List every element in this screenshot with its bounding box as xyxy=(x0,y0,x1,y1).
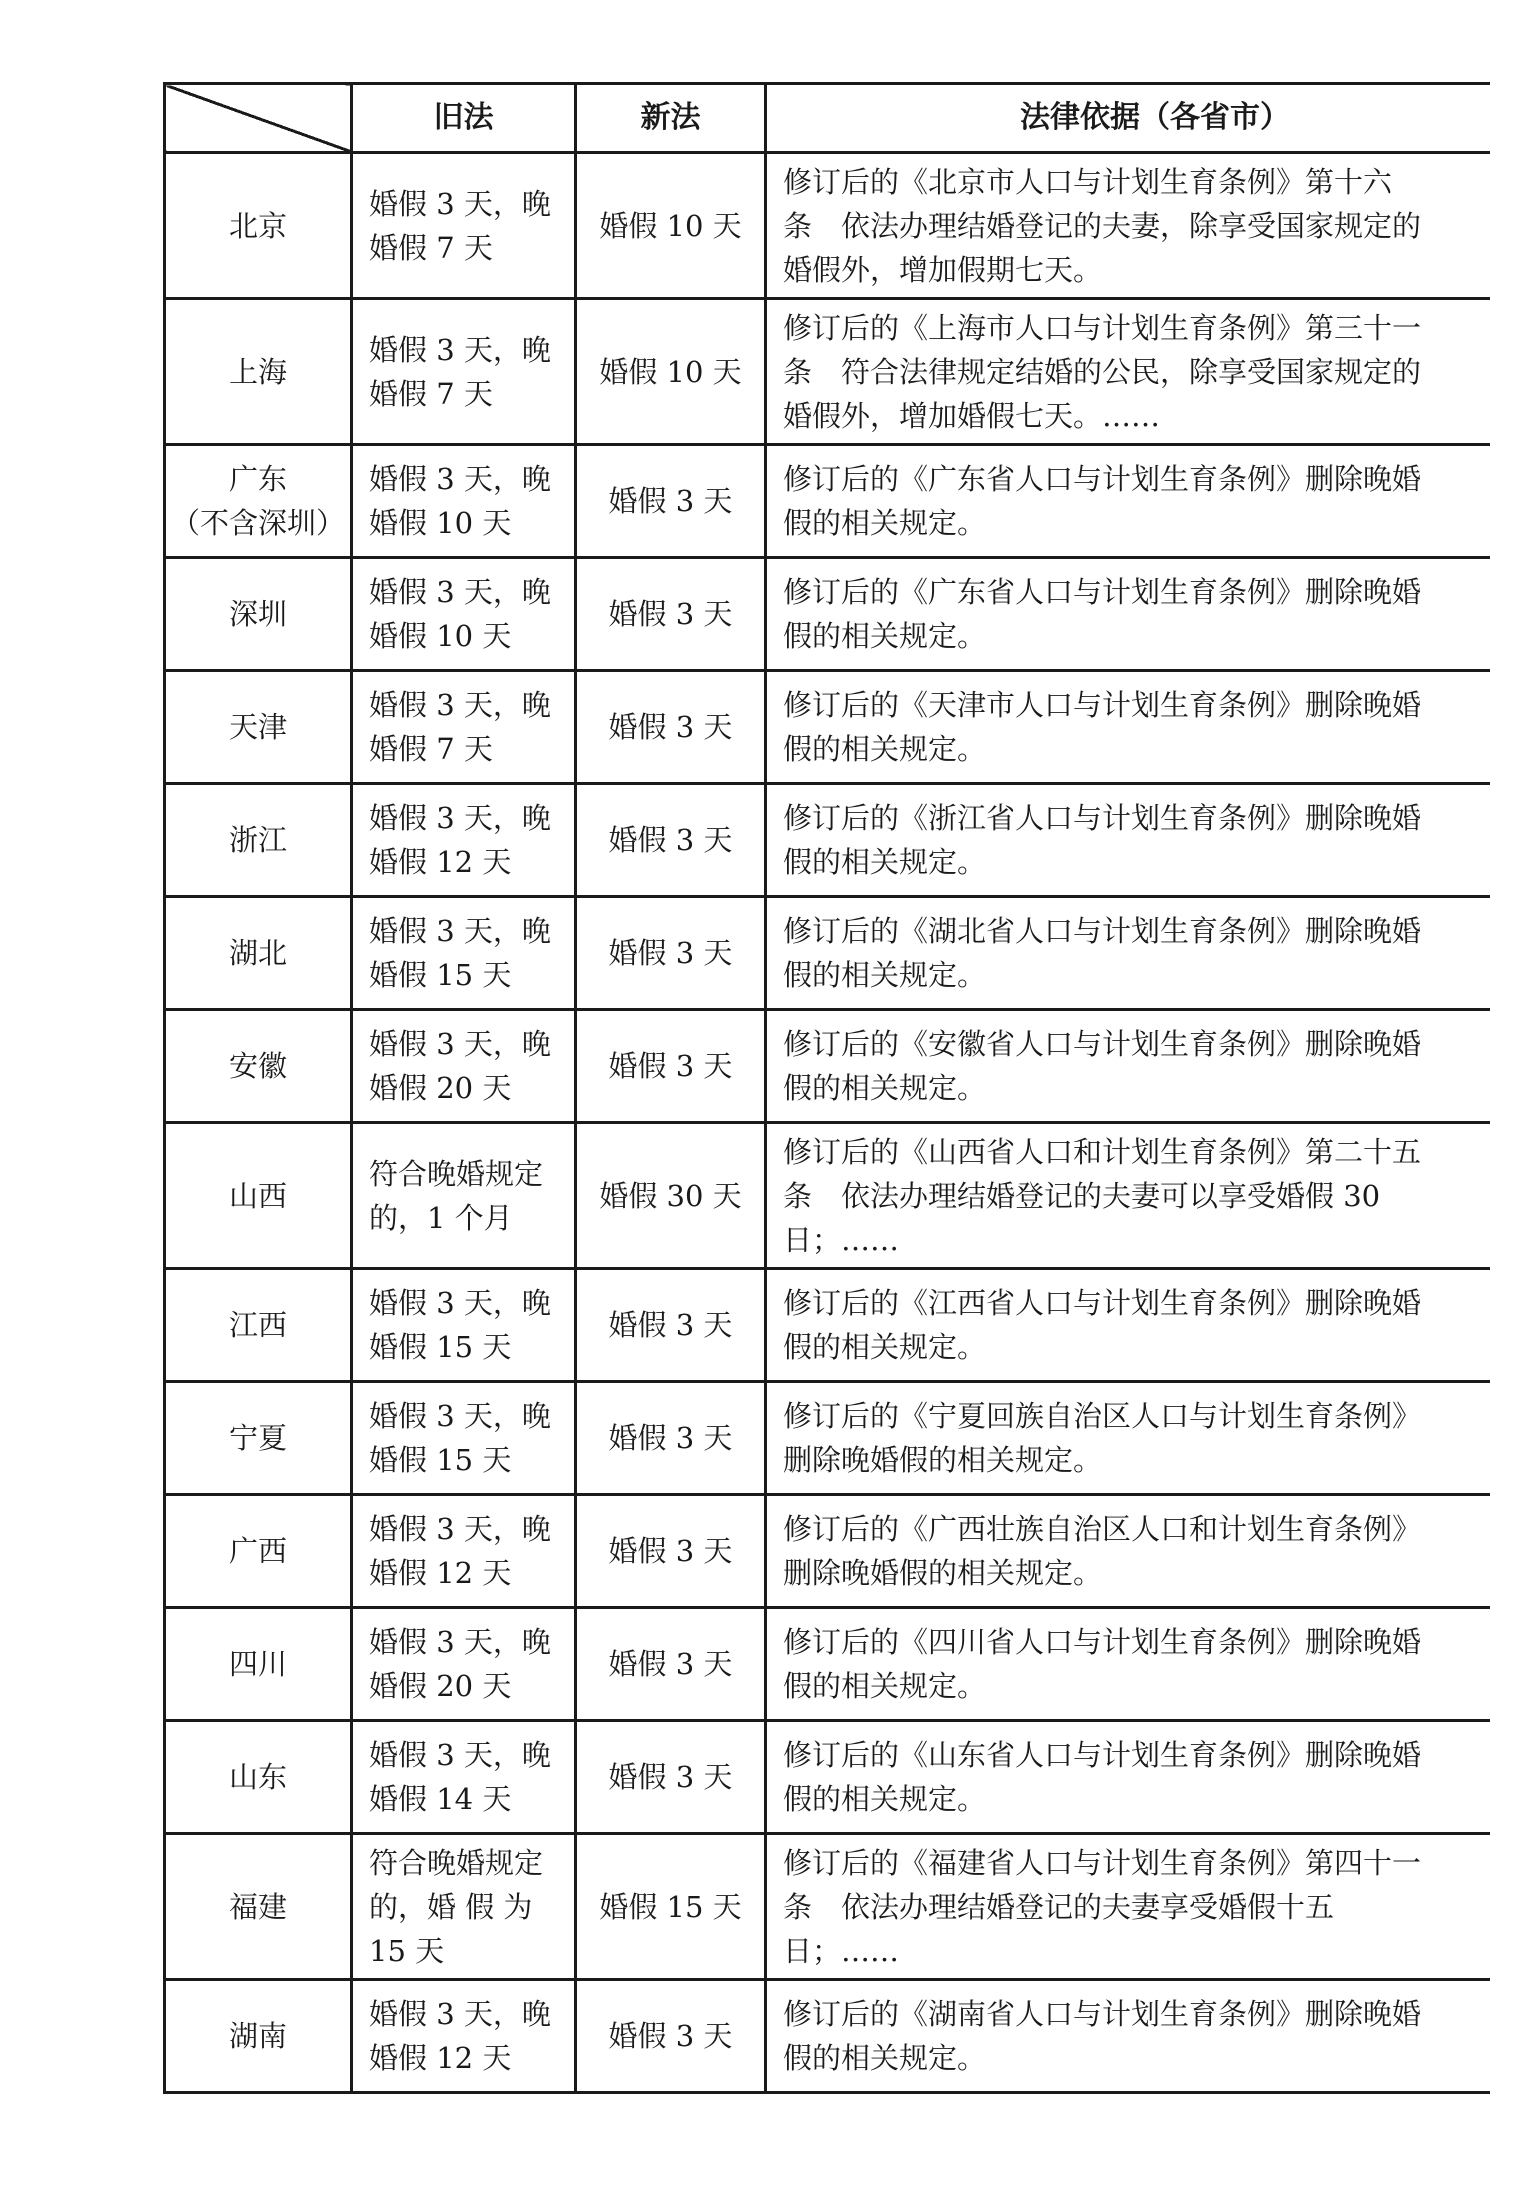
region-cell-line: 深圳 xyxy=(228,597,287,631)
legal-basis-cell-line: 假的相关规定。 xyxy=(783,506,987,540)
legal-basis-cell xyxy=(766,153,1491,299)
legal-basis-cell-line: 修订后的《湖北省人口与计划生育条例》删除晚婚 xyxy=(783,914,1422,948)
region-cell-line: 浙江 xyxy=(228,823,287,857)
legal-basis-cell-line: 假的相关规定。 xyxy=(783,845,987,879)
region-cell-line: 湖北 xyxy=(228,936,287,970)
old-law-cell-line: 婚假 12 天 xyxy=(369,2041,512,2075)
legal-basis-cell xyxy=(766,558,1491,671)
region-cell-line: 广东 xyxy=(228,462,287,496)
region-cell-line: 福建 xyxy=(228,1889,287,1924)
legal-basis-cell-line: 修订后的《安徽省人口与计划生育条例》删除晚婚 xyxy=(783,1027,1422,1061)
new-law-cell: 婚假 3 天 xyxy=(576,1010,766,1123)
region-cell-line: 四川 xyxy=(228,1647,287,1681)
new-law-cell: 婚假 3 天 xyxy=(576,558,766,671)
legal-basis-cell-line: 婚假外，增加假期七天。 xyxy=(783,252,1103,287)
new-law-cell: 婚假 15 天 xyxy=(576,1834,766,1980)
region-cell-line: 安徽 xyxy=(228,1049,287,1083)
table-row xyxy=(165,671,1491,784)
legal-basis-cell xyxy=(766,1123,1491,1269)
old-law-cell-line: 婚假 3 天，晚 xyxy=(369,1512,551,1546)
old-law-cell xyxy=(352,445,576,558)
region-cell xyxy=(165,1721,352,1834)
legal-basis-cell-line: 修订后的《天津市人口与计划生育条例》删除晚婚 xyxy=(783,688,1422,722)
table-body xyxy=(165,153,1491,2093)
region-cell xyxy=(165,445,352,558)
region-cell xyxy=(165,1834,352,1980)
legal-basis-cell-line: 修订后的《浙江省人口与计划生育条例》删除晚婚 xyxy=(783,801,1422,835)
region-cell xyxy=(165,784,352,897)
region-cell xyxy=(165,1608,352,1721)
region-cell xyxy=(165,671,352,784)
region-cell xyxy=(165,1010,352,1123)
table-row xyxy=(165,153,1491,299)
old-law-cell xyxy=(352,1269,576,1382)
legal-basis-cell xyxy=(766,784,1491,897)
old-law-cell-line: 婚假 15 天 xyxy=(369,1330,512,1364)
old-law-cell xyxy=(352,671,576,784)
legal-basis-cell-line: 假的相关规定。 xyxy=(783,1782,987,1816)
legal-basis-cell-line: 假的相关规定。 xyxy=(783,732,987,766)
old-law-cell-line: 婚假 7 天 xyxy=(369,732,493,766)
legal-basis-cell-line: 修订后的《江西省人口与计划生育条例》删除晚婚 xyxy=(783,1286,1422,1320)
region-cell-line: （不含深圳） xyxy=(170,506,345,540)
old-law-cell xyxy=(352,1980,576,2093)
old-law-cell-line: 15 天 xyxy=(369,1933,445,1968)
legal-basis-cell-line: 修订后的《广西壮族自治区人口和计划生育条例》 xyxy=(783,1512,1422,1546)
old-law-cell-line: 婚假 10 天 xyxy=(369,619,512,653)
header-legal-basis: 法律依据（各省市） xyxy=(766,84,1491,153)
region-cell-line: 山西 xyxy=(228,1178,287,1213)
legal-basis-cell xyxy=(766,1495,1491,1608)
region-cell-line: 天津 xyxy=(228,710,287,744)
new-law-cell: 婚假 30 天 xyxy=(576,1123,766,1269)
marriage-leave-table xyxy=(163,82,1490,2094)
old-law-cell-line: 婚假 3 天，晚 xyxy=(369,801,551,835)
legal-basis-cell-line: 修订后的《山西省人口和计划生育条例》第二十五 xyxy=(783,1134,1422,1169)
old-law-cell xyxy=(352,784,576,897)
old-law-cell-line: 婚假 20 天 xyxy=(369,1669,512,1703)
legal-basis-cell xyxy=(766,299,1491,445)
old-law-cell-line: 符合晚婚规定 xyxy=(369,1156,544,1191)
legal-basis-cell-line: 修订后的《湖南省人口与计划生育条例》删除晚婚 xyxy=(783,1997,1422,2031)
legal-basis-cell xyxy=(766,897,1491,1010)
region-cell-line: 北京 xyxy=(228,208,287,243)
table-row xyxy=(165,897,1491,1010)
table-header-row xyxy=(165,84,1491,153)
old-law-cell-line: 婚假 7 天 xyxy=(369,376,493,411)
legal-basis-cell xyxy=(766,1269,1491,1382)
region-cell-line: 江西 xyxy=(228,1308,287,1342)
region-cell xyxy=(165,1382,352,1495)
legal-basis-cell xyxy=(766,1010,1491,1123)
region-cell xyxy=(165,897,352,1010)
old-law-cell-line: 婚假 3 天，晚 xyxy=(369,186,551,221)
legal-basis-cell-line: 假的相关规定。 xyxy=(783,958,987,992)
region-cell xyxy=(165,558,352,671)
new-law-cell: 婚假 3 天 xyxy=(576,1495,766,1608)
legal-basis-cell-line: 假的相关规定。 xyxy=(783,1071,987,1105)
legal-basis-cell-line: 假的相关规定。 xyxy=(783,1330,987,1364)
table-row xyxy=(165,445,1491,558)
legal-basis-cell-line: 日；…… xyxy=(783,1933,900,1968)
new-law-cell: 婚假 3 天 xyxy=(576,1608,766,1721)
table-row xyxy=(165,1010,1491,1123)
old-law-cell xyxy=(352,1608,576,1721)
old-law-cell xyxy=(352,1834,576,1980)
old-law-cell-line: 婚假 12 天 xyxy=(369,1556,512,1590)
new-law-cell: 婚假 3 天 xyxy=(576,1721,766,1834)
legal-basis-cell-line: 婚假外，增加婚假七天。…… xyxy=(783,398,1161,433)
legal-basis-cell-line: 修订后的《北京市人口与计划生育条例》第十六 xyxy=(783,164,1393,199)
legal-basis-cell-line: 假的相关规定。 xyxy=(783,2041,987,2075)
table-row xyxy=(165,784,1491,897)
table-row xyxy=(165,1123,1491,1269)
new-law-cell: 婚假 10 天 xyxy=(576,299,766,445)
legal-basis-cell-line: 删除晚婚假的相关规定。 xyxy=(783,1556,1103,1590)
legal-basis-cell xyxy=(766,1980,1491,2093)
legal-basis-cell-line: 假的相关规定。 xyxy=(783,1669,987,1703)
old-law-cell-line: 的，婚 假 为 xyxy=(369,1889,533,1924)
old-law-cell xyxy=(352,1495,576,1608)
legal-basis-cell-line: 修订后的《上海市人口与计划生育条例》第三十一 xyxy=(783,310,1422,345)
old-law-cell-line: 婚假 7 天 xyxy=(369,230,493,265)
old-law-cell-line: 婚假 10 天 xyxy=(369,506,512,540)
old-law-cell-line: 婚假 15 天 xyxy=(369,1443,512,1477)
old-law-cell-line: 婚假 20 天 xyxy=(369,1071,512,1105)
legal-basis-cell-line: 假的相关规定。 xyxy=(783,619,987,653)
legal-basis-cell xyxy=(766,1721,1491,1834)
region-cell xyxy=(165,153,352,299)
old-law-cell-line: 婚假 3 天，晚 xyxy=(369,1738,551,1772)
header-new-law: 新法 xyxy=(576,84,766,153)
old-law-cell-line: 婚假 3 天，晚 xyxy=(369,1399,551,1433)
old-law-cell-line: 婚假 3 天，晚 xyxy=(369,688,551,722)
old-law-cell-line: 婚假 14 天 xyxy=(369,1782,512,1816)
old-law-cell-line: 符合晚婚规定 xyxy=(369,1845,544,1880)
legal-basis-cell-line: 条 依法办理结婚登记的夫妻可以享受婚假 30 xyxy=(783,1178,1381,1213)
legal-basis-cell-line: 修订后的《广东省人口与计划生育条例》删除晚婚 xyxy=(783,575,1422,609)
legal-basis-cell xyxy=(766,1382,1491,1495)
legal-basis-cell-line: 修订后的《宁夏回族自治区人口与计划生育条例》 xyxy=(783,1399,1422,1433)
new-law-cell: 婚假 10 天 xyxy=(576,153,766,299)
region-cell xyxy=(165,1269,352,1382)
table-row xyxy=(165,1980,1491,2093)
table-row xyxy=(165,1382,1491,1495)
diagonal-corner-cell xyxy=(165,84,352,153)
region-cell xyxy=(165,1495,352,1608)
table-row xyxy=(165,558,1491,671)
legal-basis-cell-line: 修订后的《广东省人口与计划生育条例》删除晚婚 xyxy=(783,462,1422,496)
old-law-cell-line: 婚假 12 天 xyxy=(369,845,512,879)
legal-basis-cell xyxy=(766,1834,1491,1980)
old-law-cell-line: 婚假 3 天，晚 xyxy=(369,575,551,609)
new-law-cell: 婚假 3 天 xyxy=(576,671,766,784)
region-cell-line: 上海 xyxy=(228,354,287,389)
old-law-cell-line: 婚假 3 天，晚 xyxy=(369,1625,551,1659)
old-law-cell-line: 婚假 3 天，晚 xyxy=(369,462,551,496)
legal-basis-cell-line: 删除晚婚假的相关规定。 xyxy=(783,1443,1103,1477)
region-cell-line: 山东 xyxy=(228,1760,287,1794)
old-law-cell xyxy=(352,299,576,445)
new-law-cell: 婚假 3 天 xyxy=(576,1980,766,2093)
legal-basis-cell xyxy=(766,671,1491,784)
region-cell xyxy=(165,1980,352,2093)
old-law-cell-line: 婚假 3 天，晚 xyxy=(369,914,551,948)
old-law-cell xyxy=(352,1721,576,1834)
old-law-cell xyxy=(352,1382,576,1495)
old-law-cell-line: 婚假 3 天，晚 xyxy=(369,332,551,367)
document-page xyxy=(163,82,1490,2112)
region-cell-line: 湖南 xyxy=(228,2019,287,2053)
new-law-cell: 婚假 3 天 xyxy=(576,1269,766,1382)
region-cell-line: 广西 xyxy=(228,1534,287,1568)
region-cell xyxy=(165,1123,352,1269)
old-law-cell xyxy=(352,897,576,1010)
table-row xyxy=(165,1834,1491,1980)
old-law-cell xyxy=(352,558,576,671)
header-old-law: 旧法 xyxy=(352,84,576,153)
table-row xyxy=(165,1608,1491,1721)
table-row xyxy=(165,1269,1491,1382)
old-law-cell-line: 婚假 3 天，晚 xyxy=(369,1997,551,2031)
region-cell-line: 宁夏 xyxy=(228,1421,287,1455)
legal-basis-cell xyxy=(766,1608,1491,1721)
legal-basis-cell xyxy=(766,445,1491,558)
table-row xyxy=(165,299,1491,445)
old-law-cell xyxy=(352,1010,576,1123)
legal-basis-cell-line: 修订后的《四川省人口与计划生育条例》删除晚婚 xyxy=(783,1625,1422,1659)
legal-basis-cell-line: 条 依法办理结婚登记的夫妻享受婚假十五 xyxy=(783,1889,1335,1924)
legal-basis-cell-line: 修订后的《福建省人口与计划生育条例》第四十一 xyxy=(783,1845,1422,1880)
old-law-cell xyxy=(352,1123,576,1269)
new-law-cell: 婚假 3 天 xyxy=(576,897,766,1010)
old-law-cell-line: 婚假 3 天，晚 xyxy=(369,1027,551,1061)
new-law-cell: 婚假 3 天 xyxy=(576,784,766,897)
old-law-cell-line: 的，1 个月 xyxy=(369,1200,513,1235)
legal-basis-cell-line: 条 符合法律规定结婚的公民，除享受国家规定的 xyxy=(783,354,1422,389)
legal-basis-cell-line: 日；…… xyxy=(783,1222,900,1257)
old-law-cell-line: 婚假 15 天 xyxy=(369,958,512,992)
new-law-cell: 婚假 3 天 xyxy=(576,1382,766,1495)
table-row xyxy=(165,1495,1491,1608)
table-row xyxy=(165,1721,1491,1834)
old-law-cell xyxy=(352,153,576,299)
old-law-cell-line: 婚假 3 天，晚 xyxy=(369,1286,551,1320)
legal-basis-cell-line: 修订后的《山东省人口与计划生育条例》删除晚婚 xyxy=(783,1738,1422,1772)
legal-basis-cell-line: 条 依法办理结婚登记的夫妻，除享受国家规定的 xyxy=(783,208,1422,243)
new-law-cell: 婚假 3 天 xyxy=(576,445,766,558)
region-cell xyxy=(165,299,352,445)
